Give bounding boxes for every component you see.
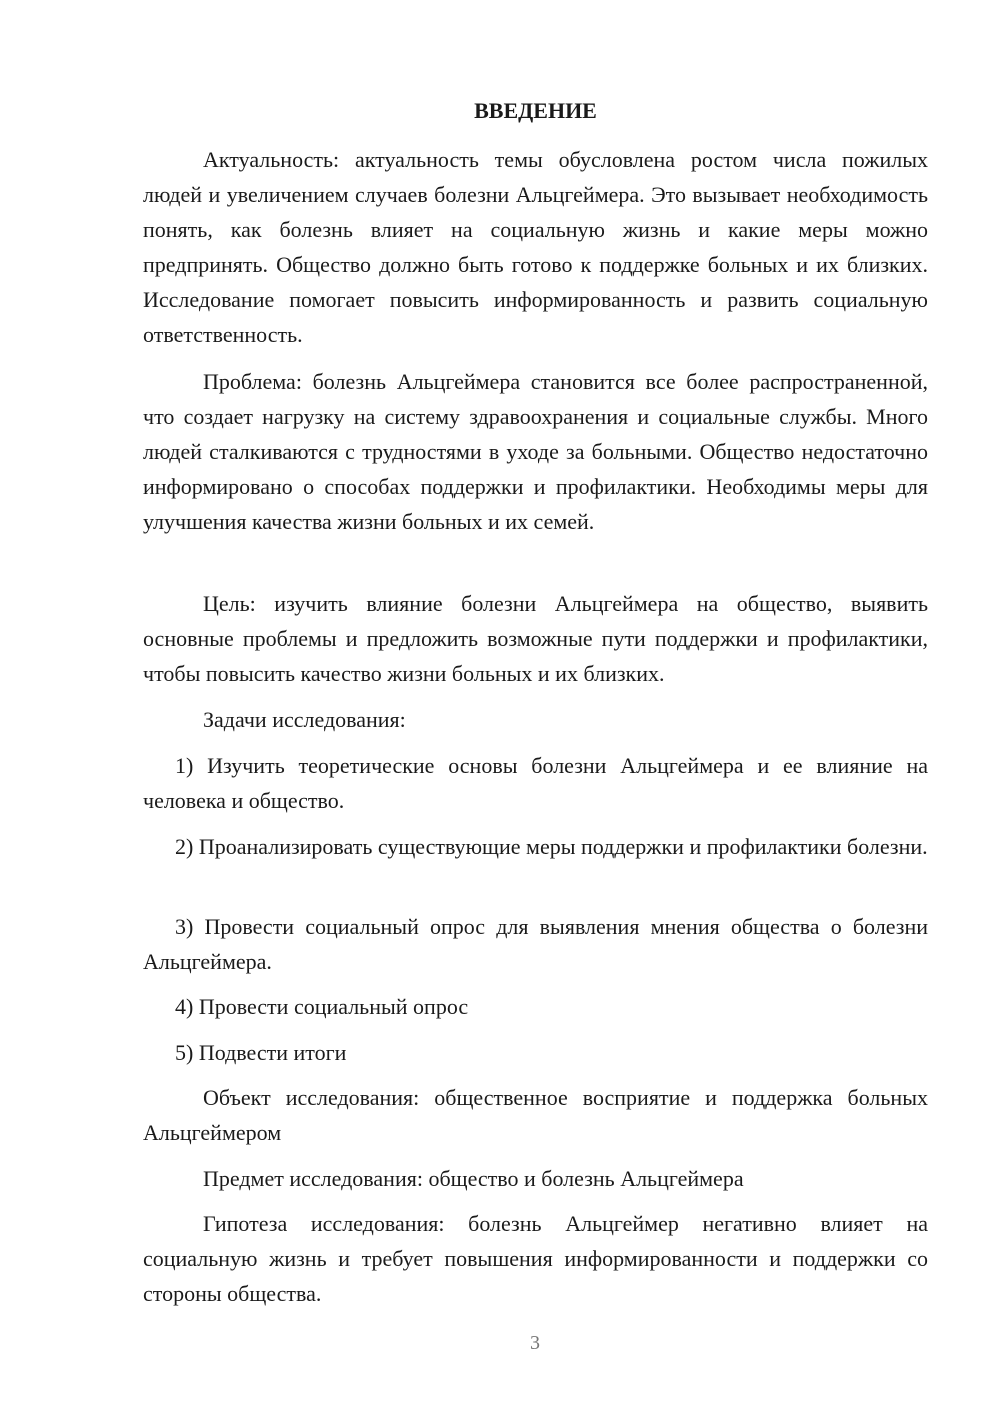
task-item-5-block — [143, 1035, 928, 1070]
task-item-2-block — [143, 829, 928, 864]
page-number: 3 — [530, 1332, 540, 1354]
task-item-1-block — [143, 748, 928, 818]
paragraph-subject: Предмет исследования: общество и болезнь Альцгеймера — [203, 1166, 744, 1191]
paragraph-subject-block — [143, 1161, 928, 1196]
paragraph-goal: Цель: изучить влияние болезни Альцгеймера на общество, выявить основные проблемы и предложить возможные пути поддержки и профилактики, чтобы повысить качество жизни больных и их близких. — [143, 591, 928, 686]
tasks-heading: Задачи исследования: — [203, 707, 406, 732]
paragraph-relevance: Актуальность: актуальность темы обусловлена ростом числа пожилых людей и увеличением случаев болезни Альцгеймера. Это вызывает необходимость понять, как болезнь влияет на социальную жизнь и какие меры можно предпринять. Общество должно быть готово к поддержке больных и их близких. Исследование помогает повысить информированность и развить социальную ответственность. — [143, 147, 928, 347]
paragraph-relevance-block — [143, 142, 928, 352]
task-item-1: 1) Изучить теоретические основы болезни Альцгеймера и ее влияние на человека и общество. — [143, 753, 928, 813]
paragraph-problem-block — [143, 364, 928, 539]
task-item-3-block — [143, 909, 928, 979]
paragraph-hypothesis: Гипотеза исследования: болезнь Альцгеймер негативно влияет на социальную жизнь и требует повышения информированности и поддержки со стороны общества. — [143, 1211, 928, 1306]
task-item-4-block — [143, 989, 928, 1024]
tasks-heading-block — [143, 702, 928, 737]
paragraph-problem: Проблема: болезнь Альцгеймера становится все более распространенной, что создает нагрузку на систему здравоохранения и социальные службы. Много людей сталкиваются с трудностями в уходе за больными. Общество недостаточно информировано о способах поддержки и профилактики. Необходимы меры для улучшения качества жизни больных и их семей. — [143, 369, 928, 534]
paragraph-goal-block — [143, 586, 928, 691]
paragraph-object-block — [143, 1080, 928, 1150]
task-item-4: 4) Провести социальный опрос — [175, 994, 469, 1019]
page-title: ВВЕДЕНИЕ — [474, 98, 597, 123]
task-item-2: 2) Проанализировать существующие меры поддержки и профилактики болезни. — [175, 834, 928, 859]
task-item-5: 5) Подвести итоги — [175, 1040, 347, 1065]
task-item-3: 3) Провести социальный опрос для выявления мнения общества о болезни Альцгеймера. — [143, 914, 928, 974]
paragraph-hypothesis-block — [143, 1206, 928, 1311]
paragraph-object: Объект исследования: общественное восприятие и поддержка больных Альцгеймером — [143, 1085, 928, 1145]
